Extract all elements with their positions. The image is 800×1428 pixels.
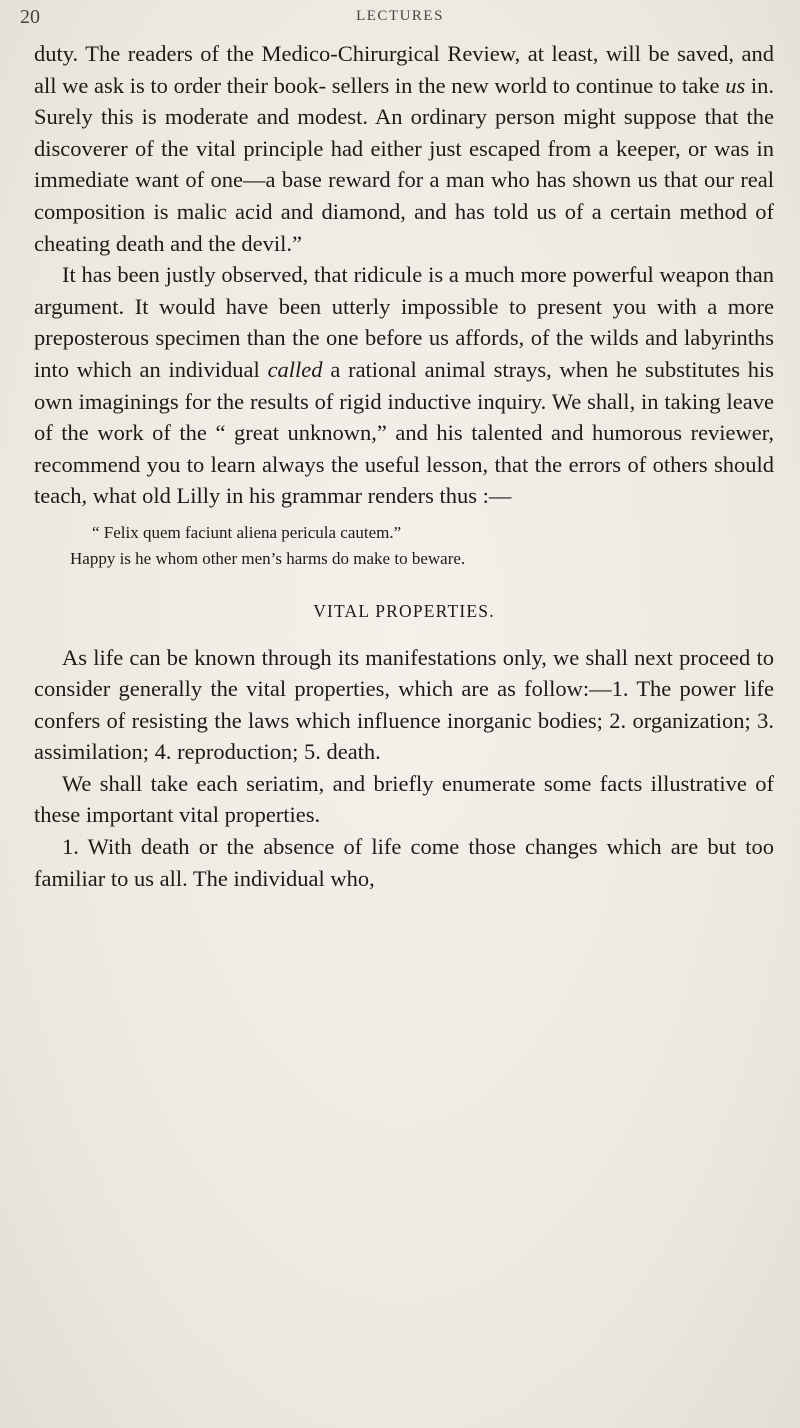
page-header [0, 6, 800, 30]
running-head: LECTURES [356, 8, 444, 24]
text-line: of rigid inductive inquiry. We shall, in taking leave of [34, 388, 774, 446]
text-line: old Lilly in his grammar renders thus :— [142, 483, 512, 509]
emphasis-called: called [267, 356, 323, 382]
section-heading: VITAL PROPERTIES. [313, 600, 495, 621]
text-line: duty. The readers of the Medico-Chirurgical Review, at [34, 41, 544, 66]
block-quote [34, 520, 774, 572]
text-line: useful lesson, that the errors of others should teach, what [34, 451, 775, 509]
quote-latin: “ Felix quem faciunt aliena pericula cautem.” [92, 522, 402, 542]
text-line: powerful weapon than argument. It would have been [34, 262, 774, 319]
text-line: humorous reviewer, recommend you to learn always the [34, 420, 774, 477]
text-line: specimen than the one before us affords, of the wilds and [155, 325, 678, 351]
body-text [34, 38, 774, 894]
text-line: this is moderate and modest. An ordinary person might [100, 104, 616, 130]
text-line: least, will be saved, and all we ask is to order their book- [34, 41, 775, 98]
text-line: just escaped from a keeper, or was in immediate want of [34, 135, 774, 193]
text-line: in. Surely [34, 72, 775, 130]
text-line: It has been justly observed, that ridicule is a much more [62, 262, 567, 288]
text-line: the work of the “ great unknown,” and his talented and [61, 420, 584, 446]
text-line: of a certain method of cheating death and the devil.” [34, 198, 775, 256]
text-line: a rational animal [322, 356, 486, 382]
paragraph-ridicule [34, 259, 774, 512]
paragraph-review [34, 38, 774, 259]
text-line: real composition is malic acid and diamond, and has told us [34, 167, 775, 224]
page-number: 20 [20, 6, 40, 28]
text-line: utterly impossible to present you with a more preposterous [34, 293, 774, 351]
paragraph-seriatim: We shall take each seriatim, and briefly enumerate some facts illustrative of these important vital properties. [34, 770, 774, 828]
text-line: strays, when he substitutes his own imaginings for the results [34, 356, 775, 414]
text-line: suppose that the discoverer of the vital principle had either [34, 104, 775, 161]
text-line: sellers in the new world to continue to take [331, 72, 726, 98]
text-line: one—a base reward for a man who has shown us that our [210, 167, 734, 193]
paragraph-vital-properties: As life can be known through its manifestations only, we shall next proceed to consider generally the vital properties, which are as follow:—1. The power life confers of resisting the laws which influence inorganic bodies; 2. organization; 3. assimilation; 4. reproduction; 5. death. [34, 644, 774, 765]
paragraph-death: 1. With death or the absence of life come those changes which are but too familiar to us all. The individual who, [34, 834, 774, 891]
text-line: labyrinths into which an individual [34, 325, 775, 382]
emphasis-us: us [725, 72, 746, 98]
quote-english: Happy is he whom other men’s harms do make to beware. [70, 548, 466, 568]
